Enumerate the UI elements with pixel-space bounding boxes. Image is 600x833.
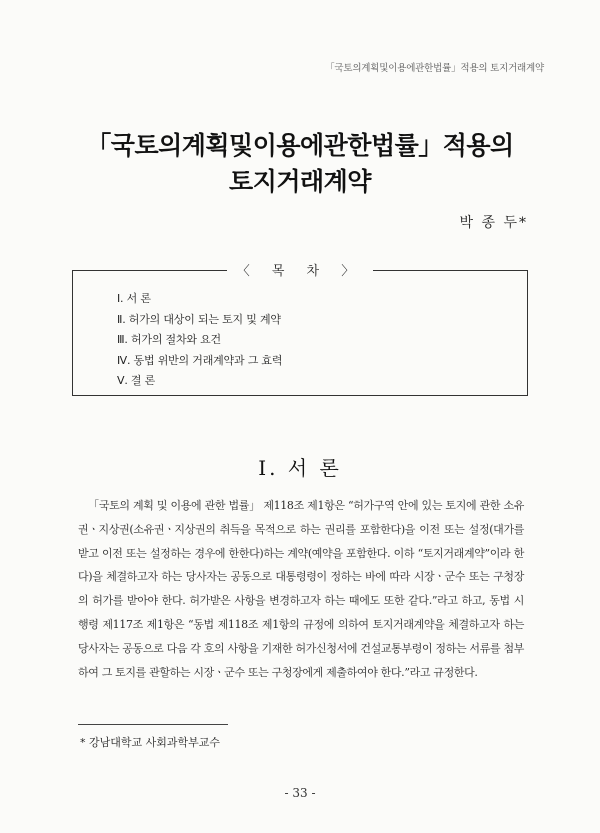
body-paragraph: 「국토의 계획 및 이용에 관한 법률」 제118조 제1항은 “허가구역 안에 있는 토지에 관한 소유권ㆍ지상권(소유권ㆍ지상권의 취득을 목적으로 하는 권리를 포함한다)을 이전 또는 설정(대가를 받고 이전 또는 설정하는 경우에 한한다)하는 계약(예약을 포함한다. 이하 “토지거래계약”이라 한다)을 체결하고자 하는 당사자는 공동으로 대통령령이 정하는 바에 따라 시장ㆍ군수 또는 구청장의 허가를 받아야 한다. 허가받은 사항을 변경하고자 하는 때에도 또한 같다.”라고 하고, 동법 시행령 제117조 제1항은 “동법 제118조 제1항의 규정에 의하여 토지거래계약을 체결하고자 하는 당사자는 공동으로 다음 각 호의 사항을 기재한 허가신청서에 건설교통부령이 정하는 서류를 첨부하여 그 토지를 관할하는 시장ㆍ군수 또는 구청장에게 제출하여야 한다.”라고 규정한다. (78, 499, 524, 679)
toc-heading (73, 260, 527, 279)
footnote-divider (78, 724, 228, 725)
author-name: 박 종 두* (459, 215, 528, 231)
article-title-line-2: 토지거래계약 (229, 167, 371, 196)
article-title (0, 128, 600, 200)
footnote: * 강남대학교 사회과학부교수 (80, 736, 221, 749)
section-heading: Ⅰ. 서 론 (258, 456, 342, 480)
toc-item: Ⅳ. 동법 위반의 거래계약과 그 효력 (117, 353, 283, 367)
page-number: - 33 - (284, 786, 316, 800)
toc-list (117, 289, 282, 392)
toc-item: Ⅲ. 허가의 절차와 요건 (117, 333, 221, 346)
running-header: 「국토의계획및이용에관한법률」적용의 토지거래계약 (325, 63, 544, 74)
toc-item: Ⅰ. 서 론 (117, 292, 151, 305)
article-title-line-1: 「국토의계획및이용에관한법률」적용의 (86, 131, 514, 160)
toc-item: Ⅴ. 결 론 (117, 374, 156, 387)
toc-heading-label: 〈 목 차 〉 (227, 264, 374, 279)
table-of-contents (72, 264, 528, 396)
toc-item: Ⅱ. 허가의 대상이 되는 토지 및 계약 (117, 312, 281, 326)
